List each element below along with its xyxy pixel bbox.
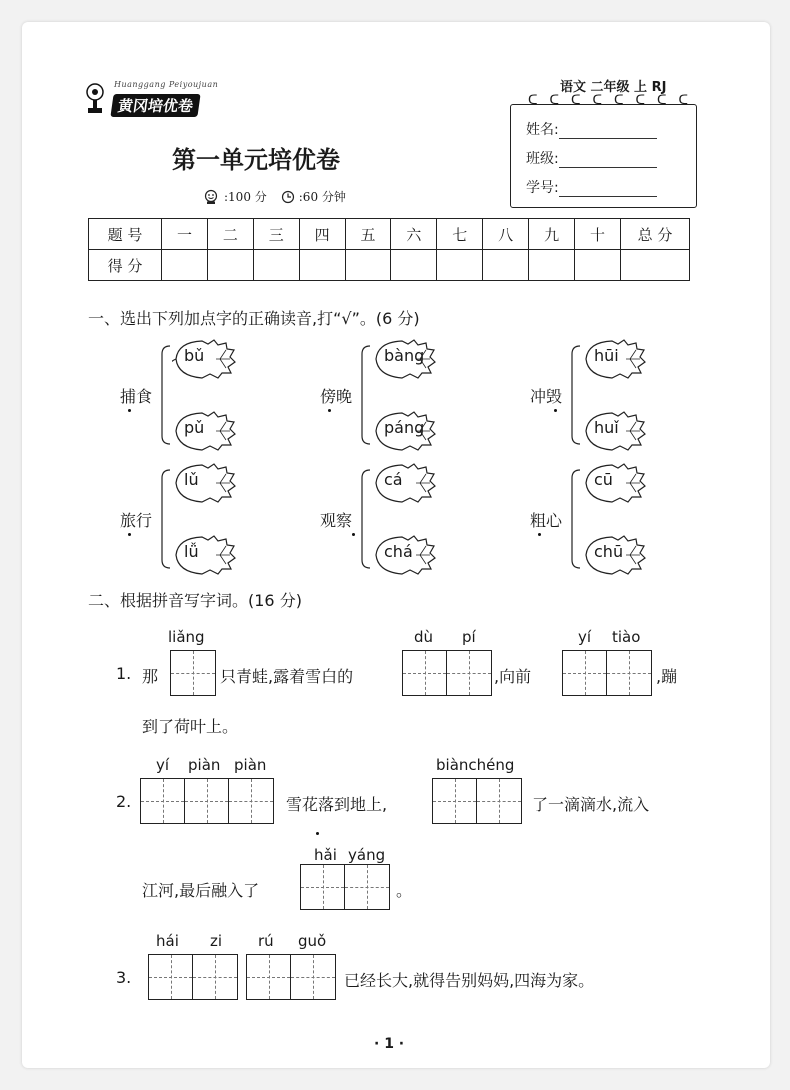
bracket <box>162 346 170 444</box>
writing-grid[interactable] <box>148 954 238 1000</box>
emphasis-dot <box>538 533 541 536</box>
word-item: 旅行 <box>120 511 153 530</box>
table-cell: 一 <box>162 219 208 250</box>
pinyin-hint: hǎi <box>314 846 337 864</box>
table-cell: 六 <box>391 219 437 250</box>
id-label: 学号: <box>526 180 559 196</box>
word-item: 粗心 <box>530 511 563 530</box>
question-text: 。 <box>396 881 413 900</box>
name-label: 姓名: <box>526 122 559 138</box>
pinyin-option: lǚ <box>184 542 199 561</box>
table-cell: 三 <box>253 219 299 250</box>
pinyin-hint: piàn <box>234 756 267 774</box>
pinyin-option: chá <box>384 542 413 561</box>
table-cell: 总 分 <box>621 219 690 250</box>
question-text: 只青蛙,露着雪白的 <box>220 667 354 686</box>
pinyin-option-leaf[interactable] <box>372 462 436 504</box>
pinyin-option-leaf[interactable] <box>172 410 236 452</box>
word-item: 傍晚 <box>320 387 353 406</box>
emphasis-dot <box>128 409 131 412</box>
question-text: 到了荷叶上。 <box>142 717 239 736</box>
question-number: 2. <box>116 792 132 811</box>
pinyin-option-leaf[interactable] <box>582 338 646 380</box>
writing-grid[interactable] <box>140 778 274 824</box>
question-text: ,向前 <box>494 667 532 686</box>
pinyin-hint: piàn <box>188 756 221 774</box>
pinyin-option: cū <box>594 470 613 489</box>
table-cell: 题 号 <box>89 219 162 250</box>
section1-heading: 一、选出下列加点字的正确读音,打“√”。(6 分) <box>88 309 420 328</box>
table-cell: 十 <box>575 219 621 250</box>
table-cell: 五 <box>345 219 391 250</box>
word-item: 观察 <box>320 511 353 530</box>
ring-icon: ᑕ <box>614 93 624 108</box>
ring-icon: ᑕ <box>592 93 602 108</box>
pinyin-option-leaf[interactable] <box>172 338 236 380</box>
bracket <box>362 470 370 568</box>
pinyin-hint: dù <box>414 628 434 646</box>
writing-grid[interactable] <box>170 650 216 696</box>
emphasis-dot <box>328 409 331 412</box>
ring-icon: ᑕ <box>549 93 559 108</box>
ring-icon: ᑕ <box>528 93 538 108</box>
bracket <box>572 346 580 444</box>
question-text: 了一滴滴水,流入 <box>532 795 650 814</box>
pinyin-option-leaf[interactable] <box>172 534 236 576</box>
bracket <box>162 470 170 568</box>
ring-icon: ᑕ <box>678 93 688 108</box>
section2-heading: 二、根据拼音写字词。(16 分) <box>88 591 302 610</box>
emphasis-dot <box>352 533 355 536</box>
pinyin-option: páng <box>384 418 425 437</box>
pinyin-hint: tiào <box>612 628 641 646</box>
emphasis-dot <box>554 409 557 412</box>
writing-grid[interactable] <box>246 954 336 1000</box>
writing-grid[interactable] <box>402 650 492 696</box>
pinyin-option-leaf[interactable] <box>582 410 646 452</box>
emphasis-dot <box>128 533 131 536</box>
worksheet-page <box>22 22 770 1068</box>
pinyin-hint: guǒ <box>298 932 327 950</box>
pinyin-option: bàng <box>384 346 425 365</box>
question-number: 1. <box>116 664 132 683</box>
pinyin-hint: rú <box>258 932 274 950</box>
class-label: 班级: <box>526 151 559 167</box>
pinyin-hint: zi <box>210 932 223 950</box>
pinyin-option-leaf[interactable] <box>582 462 646 504</box>
pinyin-option: bǔ <box>184 346 205 365</box>
pinyin-option: cá <box>384 470 403 489</box>
table-cell: 七 <box>437 219 483 250</box>
pinyin-hint: pí <box>462 628 476 646</box>
ring-icon: ᑕ <box>571 93 581 108</box>
table-cell: 二 <box>207 219 253 250</box>
bracket <box>362 346 370 444</box>
question-text: 雪花落到地上, <box>286 795 388 814</box>
writing-grid[interactable] <box>300 864 390 910</box>
ring-icon: ᑕ <box>657 93 667 108</box>
pinyin-hint: biànchéng <box>436 756 515 774</box>
pinyin-option-leaf[interactable] <box>372 338 436 380</box>
pinyin-hint: hái <box>156 932 179 950</box>
writing-grid[interactable] <box>562 650 652 696</box>
pinyin-option: lǔ <box>184 470 199 489</box>
leaf-icon <box>172 462 236 504</box>
word-item: 冲毁 <box>530 387 563 406</box>
pinyin-option: pǔ <box>184 418 205 437</box>
question-text: 已经长大,就得告别妈妈,四海为家。 <box>344 971 595 990</box>
pinyin-option: huǐ <box>594 418 619 437</box>
ring-icon: ᑕ <box>635 93 645 108</box>
pinyin-option-leaf[interactable] <box>582 534 646 576</box>
word-item: 捕食 <box>120 387 153 406</box>
page-title: 第一单元培优卷 <box>172 146 340 174</box>
question-text: 那 <box>142 667 159 686</box>
leaf-icon <box>172 534 236 576</box>
table-cell: 四 <box>299 219 345 250</box>
emphasis-dot <box>316 832 319 835</box>
question-text: 江河,最后融入了 <box>142 881 260 900</box>
time-limit: :60 分钟 <box>298 190 346 204</box>
pinyin-hint: yí <box>156 756 170 774</box>
pinyin-option-leaf[interactable] <box>172 462 236 504</box>
table-cell: 得 分 <box>89 250 162 281</box>
pinyin-hint: yáng <box>348 846 386 864</box>
logo-english: Huanggang Peiyoujuan <box>114 80 219 89</box>
pinyin-hint: liǎng <box>168 628 205 646</box>
writing-grid[interactable] <box>432 778 522 824</box>
full-score: :100 分 <box>224 190 267 204</box>
table-cell: 九 <box>529 219 575 250</box>
leaf-icon <box>582 462 646 504</box>
logo-chinese: 黄冈培优卷 <box>110 94 200 117</box>
page-number: · 1 · <box>374 1036 405 1052</box>
leaf-icon <box>372 462 436 504</box>
pinyin-hint: yí <box>578 628 592 646</box>
bracket <box>572 470 580 568</box>
pinyin-option: chū <box>594 542 624 561</box>
question-number: 3. <box>116 968 132 987</box>
question-text: ,蹦 <box>656 667 678 686</box>
pinyin-option-leaf[interactable] <box>372 410 436 452</box>
subject-label: 语文 二年级 上 RJ <box>560 80 667 95</box>
table-cell: 八 <box>483 219 529 250</box>
pinyin-option-leaf[interactable] <box>372 534 436 576</box>
pinyin-option: hūi <box>594 346 619 365</box>
